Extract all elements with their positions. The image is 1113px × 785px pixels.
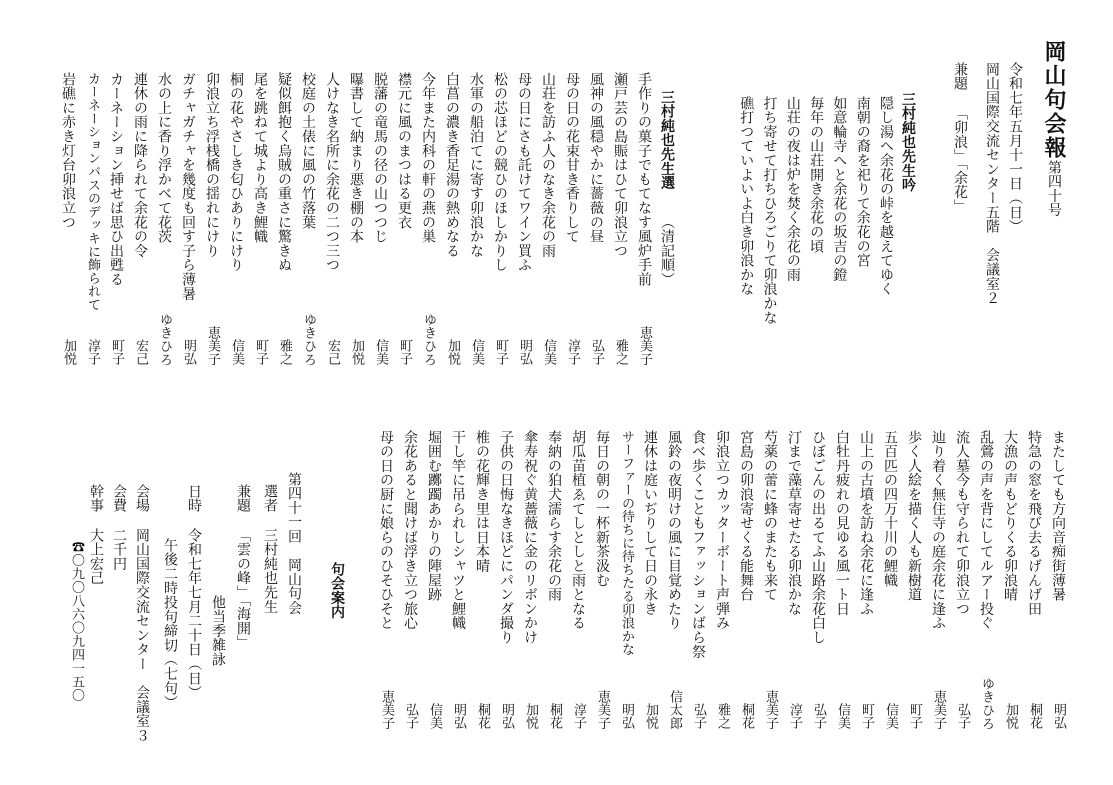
continued-author: 明弘 <box>619 703 634 730</box>
sensei-poem: 隠し湯へ余花の峠を越えてゆく <box>878 96 894 297</box>
selection-poem: 瀬戸芸の島賑はひて卯浪立つ <box>612 72 628 258</box>
continued-poem: 歩く人絵を描く人も新樹道 <box>906 430 922 602</box>
issue-number: 第四十号 <box>1046 160 1062 218</box>
selection-author: 町子 <box>397 339 412 366</box>
continued-author: 信美 <box>427 703 442 730</box>
selection-author: 雅之 <box>613 339 628 366</box>
notice-datetime-label: 日時 <box>186 484 202 513</box>
sensei-poem: 毎年の山荘開き余花の頃 <box>808 96 825 254</box>
selection-author: 町子 <box>493 339 508 366</box>
selection-author: 信美 <box>541 339 556 366</box>
continued-author: ゆきひろ <box>979 676 994 730</box>
sensei-poem: 礁打つていよいよ白き卯浪かな <box>738 96 755 297</box>
notice-time: 午後二時投句締切（七句） <box>162 538 178 710</box>
selection-poem: 襟元に風のまつはる更衣 <box>396 72 412 230</box>
selection-poem: 岩礁に赤き灯台卯浪立つ <box>60 72 76 230</box>
continued-author: 恵美子 <box>379 690 394 730</box>
notice-heading: 句会案内 <box>329 562 345 620</box>
continued-poem: サーファーの待ちに待ちたる卯浪かな <box>619 430 634 657</box>
continued-author: 加悦 <box>523 703 538 730</box>
continued-author: 明弘 <box>499 703 514 730</box>
continued-poem: 堀囲む躑躅あかりの陣屋跡 <box>426 430 442 602</box>
continued-poem: ひぼごんの出るてふ山路余花白し <box>810 430 826 645</box>
continued-author: 明弘 <box>451 703 466 730</box>
selection-author: 町子 <box>253 339 268 366</box>
selection-author: 恵美子 <box>205 326 220 366</box>
continued-poem: 風鈴の夜明けの風に目覚めたり <box>666 430 682 631</box>
selection-poem: 桐の花やさしき匂ひありにけり <box>228 72 244 273</box>
continued-poem: 大漁の声もどりくる卯浪晴 <box>1002 430 1018 602</box>
selection-author: 信美 <box>229 339 244 366</box>
continued-poem: 余花あると聞けば浮き立つ旅心 <box>402 430 418 631</box>
selection-poem: カーネーション挿せば思ひ出甦る <box>108 72 124 287</box>
notice-venue: 岡山国際交流センター 会議室３ <box>134 528 150 743</box>
selection-poem: 曝書して納まり悪き棚の本 <box>348 72 364 244</box>
sensei-poem: 如意輪寺へと余花の坂吉の鐙 <box>831 96 848 282</box>
continued-poem: 胡瓜苗植ゑてしとしと雨となる <box>570 430 586 631</box>
continued-poem: 母の日の厨に娘らのひそひそと <box>378 430 394 631</box>
continued-author: 桐花 <box>547 703 562 730</box>
continued-author: 信美 <box>883 703 898 730</box>
selection-poem: カーネーションバスのデッキに飾られて <box>85 72 100 312</box>
selection-author: 加悦 <box>445 339 460 366</box>
selection-poem: 疑似餌抱く烏賊の重さに驚きぬ <box>276 72 292 273</box>
selection-author: 信美 <box>469 339 484 366</box>
continued-author: 桐花 <box>475 703 490 730</box>
continued-poem: 乱鶯の声を背にしてルアー投ぐ <box>978 430 994 631</box>
continued-poem: 食べ歩くこともファッションばら祭 <box>690 430 706 659</box>
notice-theme-label: 兼題 <box>235 484 251 513</box>
continued-poem: 山上の古墳を訪ね余花に逢ふ <box>858 430 874 616</box>
continued-poem: 卯浪立つカッターボート声弾み <box>714 430 730 631</box>
sensei-poem: 山荘の夜は炉を焚く余花の雨 <box>784 96 801 282</box>
continued-author: 淳子 <box>787 703 802 730</box>
continued-poem: 椎の花輝き里は日本晴 <box>474 430 490 573</box>
notice-theme-extra: 他当季雑詠 <box>210 595 226 667</box>
selection-author: 宏己 <box>325 339 340 366</box>
continued-poem: 連休は庭いぢりして日の永き <box>642 430 658 616</box>
selection-poem: 松の芯ほどの競ひのほしかりし <box>492 72 508 273</box>
continued-poem: 芍薬の蕾に蜂のまたも来て <box>762 430 778 602</box>
selection-author: 雅之 <box>277 339 292 366</box>
selection-poem: 山荘を訪ふ人のなき余花の雨 <box>540 72 556 258</box>
newsletter-title: 岡山句会報 <box>1041 40 1067 160</box>
selection-heading: 三村純也先生選 <box>659 90 675 191</box>
continued-author: 弘子 <box>403 703 418 730</box>
selection-poem: 母の日の花束甘き香りして <box>564 72 580 244</box>
selection-poem: 脱藩の竜馬の径の山つつじ <box>372 72 388 244</box>
continued-author: 加悦 <box>1003 703 1018 730</box>
continued-author: 恵美子 <box>931 690 946 730</box>
notice-fee-label: 会費 <box>111 484 127 513</box>
continued-author: 桐花 <box>1027 703 1042 730</box>
continued-author: 加悦 <box>643 703 658 730</box>
selection-author: 加悦 <box>61 339 76 366</box>
continued-author: 恵美子 <box>595 690 610 730</box>
meeting-date: 令和七年五月十一日（日） <box>1007 62 1023 234</box>
continued-author: 信美 <box>835 703 850 730</box>
continued-poem: 流人墓今も守られて卯浪立つ <box>954 430 970 616</box>
notice-organizer: 大上宏己 <box>88 528 104 586</box>
selection-author: 淳子 <box>85 339 100 366</box>
selection-author: ゆきひろ <box>157 312 172 366</box>
selection-poem: 今年また内科の軒の燕の巣 <box>420 72 436 244</box>
notice-selector-label: 選者 <box>262 484 278 513</box>
selection-poem: ガチャガチャを幾度も回す子ら薄暑 <box>180 72 196 301</box>
notice-session: 第四十一回 岡山句会 <box>286 472 302 615</box>
continued-poem: 傘寿祝ぐ黄薔薇に金のリボンかけ <box>522 430 538 645</box>
continued-author: 雅之 <box>715 703 730 730</box>
notice-fee: 二千円 <box>111 528 127 571</box>
selection-poem: 水軍の船泊てに寄す卯浪かな <box>468 72 484 258</box>
continued-author: 町子 <box>907 703 922 730</box>
continued-poem: 五百匹の四万十川の鯉幟 <box>882 430 898 588</box>
selection-poem: 尾を跳ねて城より高き鯉幟 <box>252 72 268 244</box>
continued-author: 弘子 <box>955 703 970 730</box>
selection-poem: 卯浪立ち浮桟橋の揺れにけり <box>204 72 220 258</box>
sensei-poem: 打ち寄せて打ちひろごりて卯浪かな <box>761 96 778 325</box>
continued-author: 明弘 <box>1051 703 1066 730</box>
continued-poem: 干し竿に吊られしシャツと鯉幟 <box>450 430 466 631</box>
notice-phone: ☎〇九〇八六〇九四一五〇 <box>69 540 84 702</box>
selection-order-note: （清記順） <box>659 215 675 287</box>
selection-author: 町子 <box>109 339 124 366</box>
continued-poem: 汀まで藻草寄せたる卯浪かな <box>786 430 802 616</box>
continued-poem: 辿り着く無住寺の庭余花に逢ふ <box>930 430 946 631</box>
selection-poem: 人けなき名所に余花の二つ三つ <box>324 72 340 273</box>
continued-author: 恵美子 <box>763 690 778 730</box>
continued-poem: 宮島の卯浪寄せくる能舞台 <box>738 430 754 602</box>
continued-poem: 奉納の狛犬濡らす余花の雨 <box>546 430 562 602</box>
sensei-poems-heading: 三村純也先生吟 <box>900 92 916 193</box>
continued-author: 淳子 <box>571 703 586 730</box>
selection-author: 信美 <box>373 339 388 366</box>
sensei-poem: 南朝の裔を祀りて余花の宮 <box>854 96 871 268</box>
selection-poem: 水の上に香り浮かべて花茨 <box>156 72 172 244</box>
continued-author: 桐花 <box>739 703 754 730</box>
selection-poem: 白菖の濃き香足湯の熱めなる <box>444 72 460 258</box>
continued-author: 弘子 <box>691 703 706 730</box>
selection-author: 加悦 <box>349 339 364 366</box>
selection-author: 淳子 <box>565 339 580 366</box>
continued-author: 信太郎 <box>667 690 682 730</box>
notice-selector: 三村純也先生 <box>262 528 278 614</box>
selection-author: 明弘 <box>181 339 196 366</box>
continued-author: 町子 <box>859 703 874 730</box>
selection-author: 明弘 <box>517 339 532 366</box>
selection-poem: 手作りの菓子でもてなす風炉手前 <box>636 72 652 287</box>
selection-author: 弘子 <box>589 339 604 366</box>
selection-author: ゆきひろ <box>421 312 436 366</box>
selection-author: 恵美子 <box>637 326 652 366</box>
notice-venue-label: 会場 <box>134 484 150 513</box>
selection-poem: 母の日にさも託けてワイン買ふ <box>516 72 532 273</box>
continued-author: 弘子 <box>811 703 826 730</box>
theme-value: 「卯浪」「余花」 <box>952 106 968 214</box>
notice-theme: 「雲の峰」「海開」 <box>235 528 251 650</box>
selection-poem: 風神の風穏やかに薔薇の昼 <box>588 72 604 244</box>
selection-author: 宏己 <box>133 339 148 366</box>
continued-poem: 毎日の朝の一杯新茶汲む <box>594 430 610 588</box>
selection-poem: 校庭の土俵に風の竹落葉 <box>300 72 316 230</box>
selection-poem: 連休の雨に降られて余花の令 <box>132 72 148 258</box>
theme-label: 兼題 <box>952 62 968 91</box>
meeting-venue: 岡山国際交流センター五階 会議室２ <box>984 62 1000 306</box>
notice-date: 令和七年七月二十日（日） <box>186 528 202 700</box>
continued-poem: またしても方向音痴街薄暑 <box>1050 430 1066 602</box>
notice-organizer-label: 幹事 <box>88 484 104 513</box>
continued-poem: 白牡丹疲れの見ゆる風一ト日 <box>834 430 850 616</box>
selection-author: ゆきひろ <box>301 312 316 366</box>
continued-poem: 子供の日悔なきほどにパンダ撮り <box>498 430 514 645</box>
continued-poem: 特急の窓を飛び去るげんげ田 <box>1026 430 1042 616</box>
